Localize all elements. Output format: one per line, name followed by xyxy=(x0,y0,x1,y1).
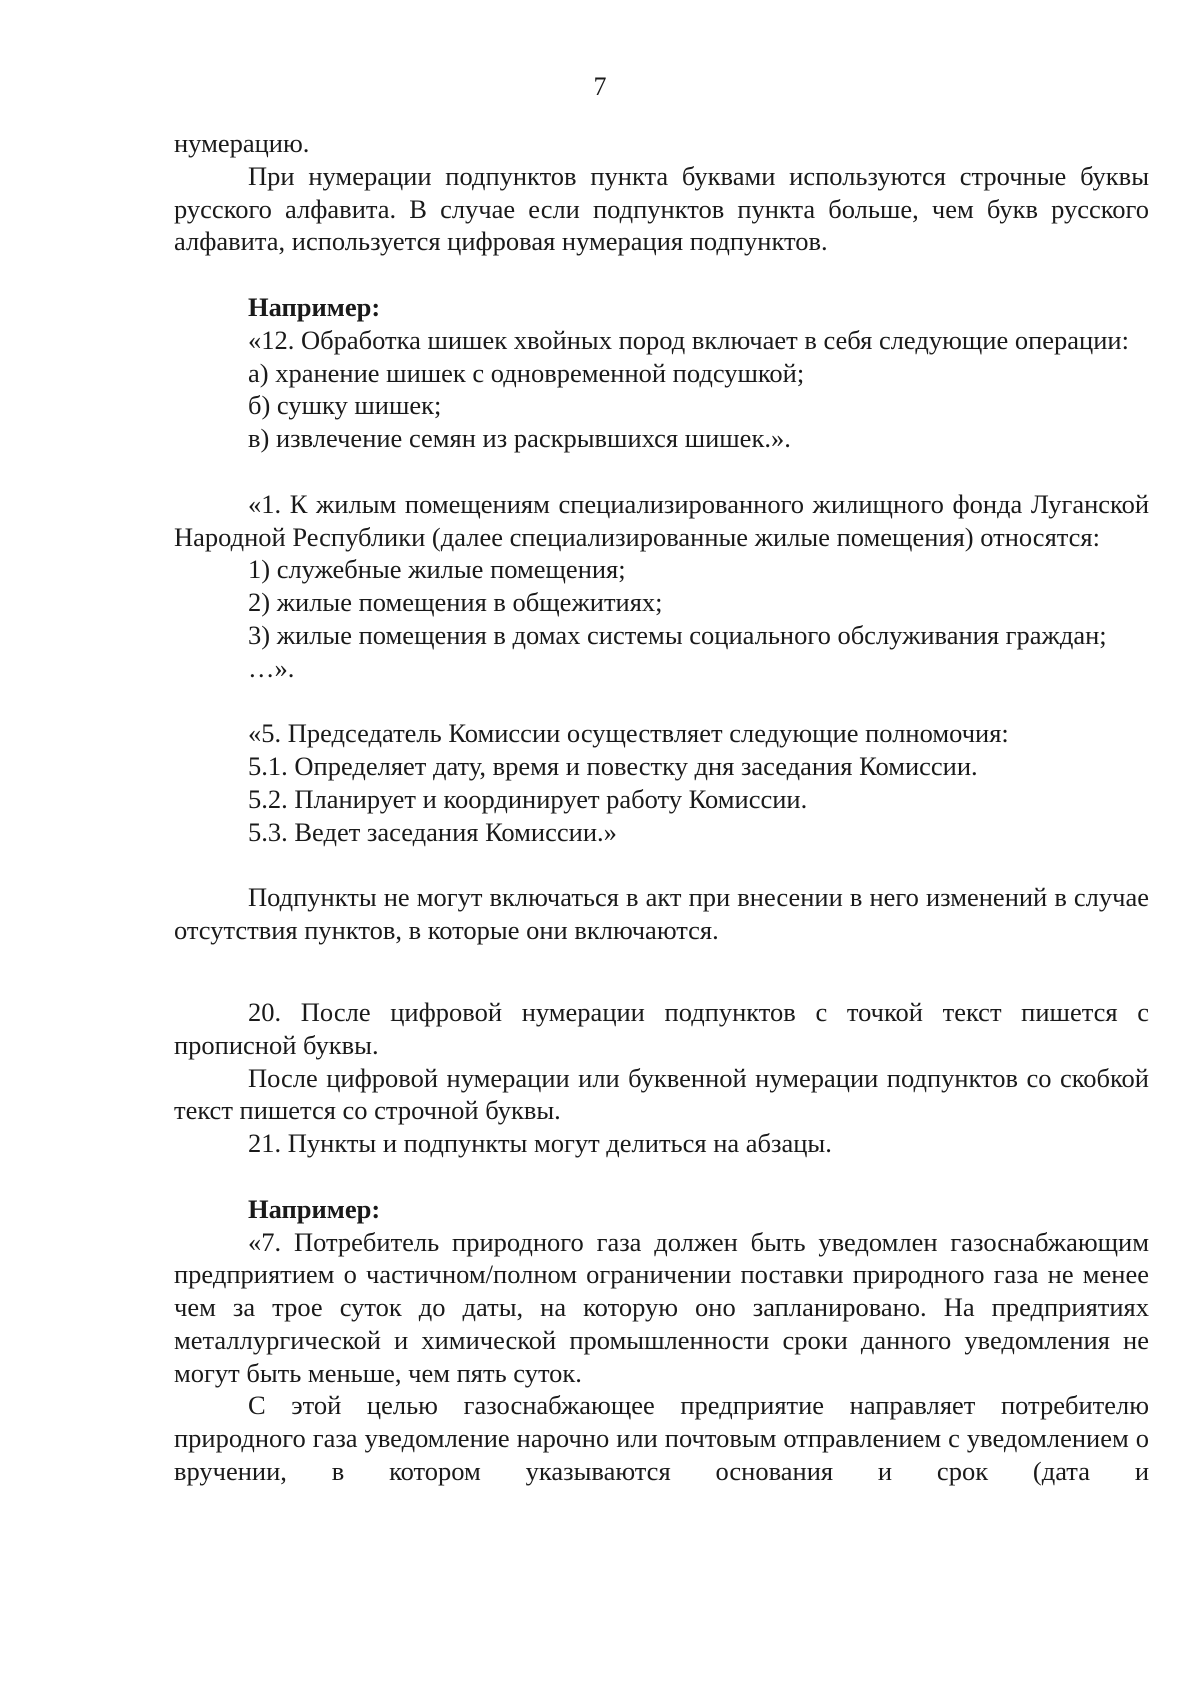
paragraph: При нумерации подпунктов пункта буквами используются строчные буквы русского алфавита. В случае если подпунктов пункта больше, чем букв русского алфавита, используется цифровая нумерация подпунктов. xyxy=(174,160,1149,257)
paragraph: «5. Председатель Комиссии осуществляет следующие полномочия: xyxy=(248,718,1009,749)
paragraph: После цифровой нумерации или буквенной нумерации подпунктов со скобкой текст пишется со строчной буквы. xyxy=(174,1062,1149,1126)
example-heading: Например: xyxy=(248,291,381,322)
paragraph: Подпункты не могут включаться в акт при внесении в него изменений в случае отсутствия пунктов, в которые они включаются. xyxy=(174,882,1149,946)
paragraph: б) сушку шишек; xyxy=(248,390,442,421)
paragraph: 5.2. Планирует и координирует работу Комиссии. xyxy=(248,783,808,814)
example-heading: Например: xyxy=(248,1193,381,1224)
page-number: 7 xyxy=(593,72,607,101)
document-body xyxy=(174,127,1149,1488)
paragraph: 21. Пункты и подпункты могут делиться на абзацы. xyxy=(248,1128,832,1159)
paragraph: «7. Потребитель природного газа должен быть уведомлен газоснабжающим предприятием о частичном/полном ограничении поставки природного газа не менее чем за трое суток до даты, на которую оно запланировано. На предприятиях металлургической и химической промышленности сроки данного уведомления не могут быть меньше, чем пять суток. xyxy=(174,1226,1149,1388)
paragraph: в) извлечение семян из раскрывшихся шишек.». xyxy=(248,423,791,454)
paragraph: а) хранение шишек с одновременной подсушкой; xyxy=(248,357,805,388)
paragraph: 5.3. Ведет заседания Комиссии.» xyxy=(248,816,617,847)
paragraph: 3) жилые помещения в домах системы социального обслуживания граждан; xyxy=(248,619,1107,650)
paragraph: С этой целью газоснабжающее предприятие направляет потребителю природного газа уведомление нарочно или почтовым отправлением с уведомлением о вручении, в котором указываются основания и срок (дата и xyxy=(174,1390,1149,1487)
paragraph: 2) жилые помещения в общежитиях; xyxy=(248,587,663,618)
paragraph: «1. К жилым помещениям специализированного жилищного фонда Луганской Народной Республики (далее специализированные жилые помещения) относятся: xyxy=(174,488,1149,552)
paragraph: нумерацию. xyxy=(174,128,310,158)
paragraph: …». xyxy=(248,652,295,683)
paragraph: 1) служебные жилые помещения; xyxy=(248,554,626,585)
paragraph: 20. После цифровой нумерации подпунктов с точкой текст пишется с прописной буквы. xyxy=(174,996,1149,1060)
paragraph: «12. Обработка шишек хвойных пород включает в себя следующие операции: xyxy=(248,324,1129,355)
paragraph: 5.1. Определяет дату, время и повестку дня заседания Комиссии. xyxy=(248,751,978,782)
